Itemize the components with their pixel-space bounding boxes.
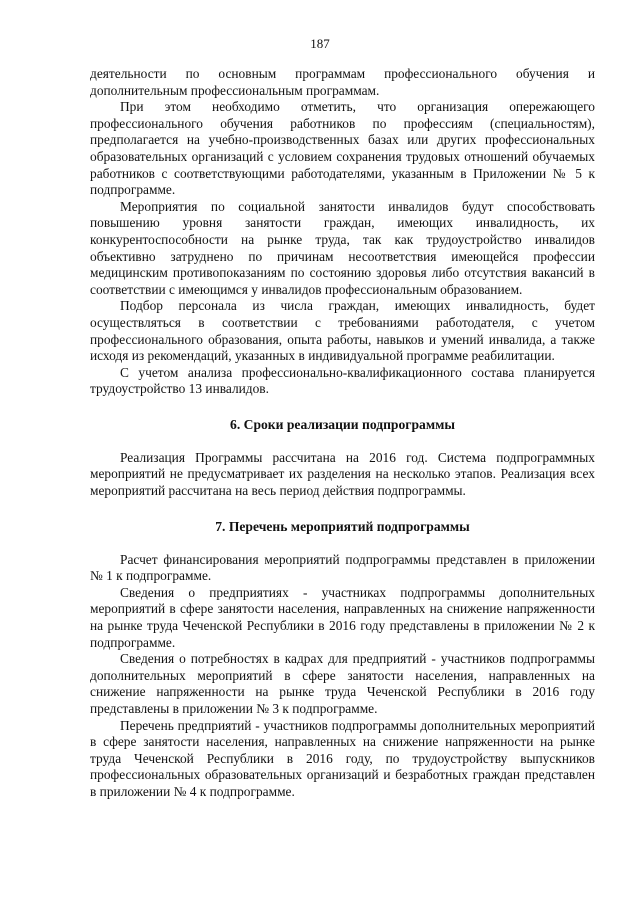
section-7-paragraph-staff-needs: Сведения о потребностях в кадрах для предприятий - участников подпрограммы дополнительных мероприятий в сфере занятости населения, направленных на снижение напряженности на рынке труда Чеченской Республики в 2016 году представлены в приложении № 3 к подпрограмме. — [90, 651, 595, 716]
paragraph-personnel-selection: Подбор персонала из числа граждан, имеющих инвалидность, будет осуществляться в соответствии с требованиями работодателя, с учетом профессионального образования, опыта работы, навыков и умений инвалида, а также исходя из рекомендаций, указанных в индивидуальной программе реабилитации. — [90, 298, 595, 364]
section-7-paragraph-financing: Расчет финансирования мероприятий подпрограммы представлен в приложении № 1 к подпрограмме. — [90, 551, 595, 584]
section-7-paragraph-enterprises: Сведения о предприятиях - участниках подпрограммы дополнительных мероприятий в сфере занятости населения, направленных на снижение напряженности на рынке труда Чеченской Республики в 2016 году представлены в приложении № 2 к подпрограмме. — [90, 584, 595, 650]
section-6-paragraph: Реализация Программы рассчитана на 2016 год. Система подпрограммных мероприятий не предусматривает их разделения на несколько этапов. Реализация всех мероприятий рассчитана на весь период действия подпрограммы. — [90, 449, 595, 499]
document-body — [90, 66, 595, 801]
section-6-heading: 6. Сроки реализации подпрограммы — [230, 416, 455, 432]
paragraph-planned-employment: С учетом анализа профессионально-квалификационного состава планируется трудоустройство 13 инвалидов. — [90, 364, 595, 397]
paragraph-continuation: деятельности по основным программам профессионального обучения и дополнительным профессиональным программам. — [90, 66, 595, 98]
section-7-paragraph-graduates: Перечень предприятий - участников подпрограммы дополнительных мероприятий в сфере занятости населения, направленных на снижение напряженности на рынке труда Чеченской Республики в 2016 году, по трудоустройству выпускников профессиональных образовательных организаций и безработных граждан представлен в приложении № 4 к подпрограмме. — [90, 717, 595, 799]
paragraph-advanced-training: При этом необходимо отметить, что организация опережающего профессионального обучения работников по профессиям (специальностям), предполагается на учебно-производственных базах или других профессиональных образовательных организаций с условием сохранения трудовых отношений обучаемых работников с соответствующими работодателями, указанным в Приложении № 5 к подпрограмме. — [90, 99, 595, 198]
section-7-heading: 7. Перечень мероприятий подпрограммы — [215, 518, 470, 534]
page-number: 187 — [310, 36, 330, 51]
paragraph-disabled-employment: Мероприятия по социальной занятости инвалидов будут способствовать повышению уровня занятости граждан, имеющих инвалидность, их конкурентоспособности на рынке труда, так как трудоустройство инвалидов объективно затруднено по причинам несоответствия имеющейся профессии медицинским противопоказаниям по состоянию здоровья либо отсутствия вакансий в соответствии с имеющимся у инвалидов профессиональным образованием. — [90, 198, 595, 297]
